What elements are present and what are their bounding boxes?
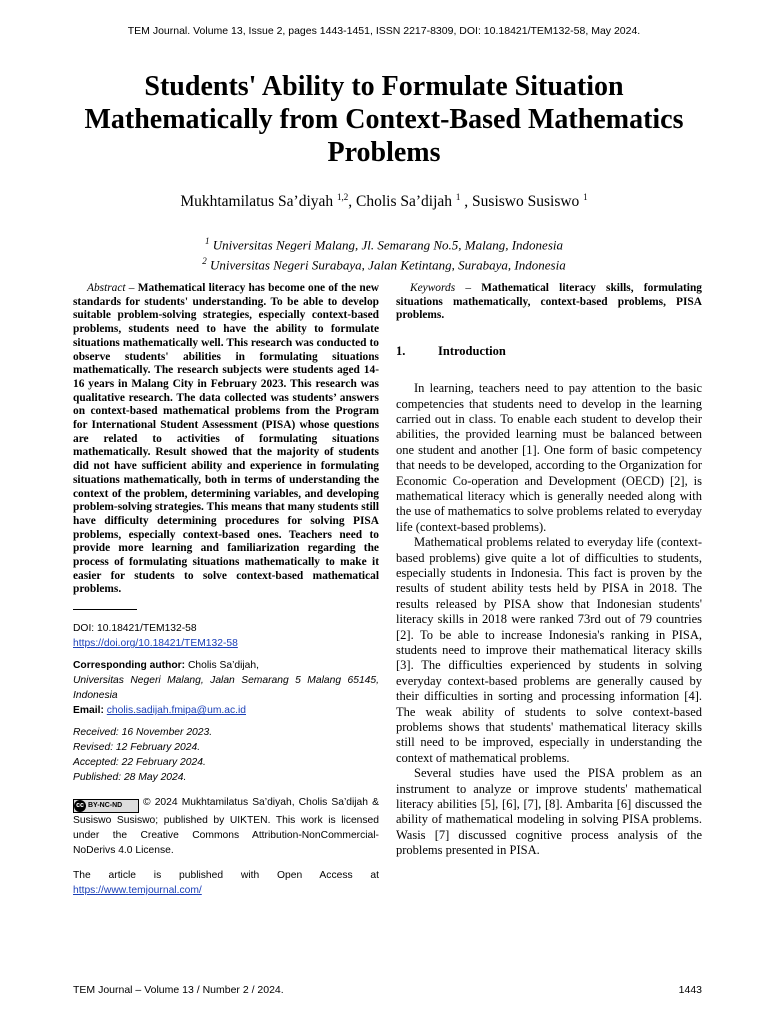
- cc-license-icon[interactable]: cc BY-NC-ND: [73, 799, 139, 813]
- body-paragraph: Several studies have used the PISA problem as an instrument to analyze or improve students' mathematical literacy abilities [5], [6], [7], [8]. Ambarita [6] discussed the ability of mathematical modeling in solving PISA problems. Wasis [7] discussed cognitive process analysis of the problems presented in PISA.: [396, 766, 702, 858]
- keywords: [396, 282, 702, 323]
- cc-badge-text: BY-NC-ND: [88, 802, 123, 810]
- date-revised: Revised: 12 February 2024.: [73, 742, 201, 754]
- affiliation-sup: 2: [202, 256, 207, 267]
- section-number: 1.: [396, 344, 406, 359]
- corresponding-name: Cholis Sa’dijah,: [188, 660, 259, 672]
- license-block: [73, 795, 379, 858]
- doi-label: DOI: 10.18421/TEM132-58: [73, 623, 197, 635]
- open-access-block: [73, 868, 379, 898]
- right-column: [396, 282, 702, 859]
- date-published: Published: 28 May 2024.: [73, 772, 187, 784]
- abstract-lead: Abstract –: [87, 282, 135, 294]
- license-text: © 2024 Mukhtamilatus Sa’diyah, Cholis Sa’dijah & Susiswo Susiswo; published by UIKTEN. This work is licensed under the Creative Commons Attribution-NonCommercial-NoDerivs 4.0 License.: [73, 797, 379, 857]
- doi-block: [73, 621, 379, 651]
- author-affil-sup: 1: [583, 192, 588, 202]
- dates-block: [73, 725, 379, 785]
- page-number: 1443: [678, 984, 702, 996]
- affiliation-text: Universitas Negeri Surabaya, Jalan Ketintang, Surabaya, Indonesia: [210, 257, 566, 273]
- email-label: Email:: [73, 705, 104, 717]
- affiliation-line: [0, 233, 768, 253]
- corresponding-address: Universitas Negeri Malang, Jalan Semarang 5 Malang 65145, Indonesia: [73, 675, 379, 702]
- body-paragraph: Mathematical problems related to everyday life (context-based problems) give quite a lot of difficulties to students, especially students in Indonesia. This fact is proven by the results of student ability tests held by PISA in 2018. The results released by PISA show that Indonesian students' literacy skills in 2018 were ranked 73rd out of 79 countries [2]. To be able to increase Indonesia's ranking in PISA, students need to improve their mathematical literacy skills [3]. The difficulties experienced by students in solving everyday context-based problems are generally caused by their difficulties in sorting and processing information [4]. The weak ability of students to solve context-based problems shows that students' mathematical literacy skills still need to be improved, especially in understanding the context of mathematical problems.: [396, 535, 702, 765]
- affiliation-line: [0, 253, 768, 273]
- corresponding-label: Corresponding author:: [73, 660, 186, 672]
- corresponding-author-block: [73, 658, 379, 718]
- open-access-text: The article is published with Open Access at: [73, 870, 379, 882]
- email-link[interactable]: cholis.sadijah.fmipa@um.ac.id: [106, 705, 247, 717]
- affiliation-text: Universitas Negeri Malang, Jl. Semarang No.5, Malang, Indonesia: [212, 237, 563, 253]
- left-column: [73, 282, 379, 898]
- abstract: [73, 282, 379, 597]
- running-header: TEM Journal. Volume 13, Issue 2, pages 1443-1451, ISSN 2217-8309, DOI: 10.18421/TEM132-58, May 2024.: [127, 25, 641, 37]
- section-heading: [396, 344, 702, 359]
- author-list: Mukhtamilatus Sa’diyah $^{1,2}$, Cholis Sa’dijah $^1$ , Susiswo Susiswo $^1$: [180, 192, 588, 211]
- keywords-lead: Keywords –: [410, 282, 472, 294]
- footer-journal: TEM Journal – Volume 13 / Number 2 / 2024.: [73, 984, 284, 996]
- affiliation-sup: 1: [205, 236, 210, 246]
- author-affil-sup: 1,2: [337, 192, 349, 202]
- footnote-divider: [73, 609, 137, 610]
- author-name: Susiswo Susiswo: [472, 193, 580, 211]
- doi-link[interactable]: https://doi.org/10.18421/TEM132-58: [73, 638, 238, 650]
- journal-link[interactable]: https://www.temjournal.com/: [73, 885, 202, 897]
- section-title: Introduction: [438, 344, 506, 359]
- author-name: Cholis Sa’dijah: [356, 193, 453, 211]
- affiliations: [0, 233, 768, 274]
- paper-title: Students' Ability to Formulate Situation Mathematically from Context-Based Mathematics Problems: [84, 71, 684, 168]
- body-paragraph: In learning, teachers need to pay attention to the basic competencies that students need to develop in the learning carried out in class. To enable each student to develop their abilities, the provided learning must be balanced between one student and another [1]. One form of basic competency that needs to be developed, according to the Organization for Economic Co-operation and Development (OECD) [2], is mathematical literacy which is generally needed along with the use of mathematics to solve problems related to everyday life (context-based problems).: [396, 381, 702, 534]
- author-affil-sup: 1: [455, 192, 461, 202]
- date-accepted: Accepted: 22 February 2024.: [73, 757, 206, 769]
- author-name: Mukhtamilatus Sa’diyah: [180, 193, 334, 211]
- date-received: Received: 16 November 2023.: [73, 727, 213, 739]
- abstract-text: Mathematical literacy has become one of the new standards for students' understanding. To be able to develop suitable problem-solving strategies, especially context-based problems, students need to have the ability to formulate situations mathematically well. This research was conducted to observe students' abilities in formulating situations mathematically. The research subjects were students aged 14-16 years in Malang City in February 2023. This research was qualitative research. The data collected was students’ answers on context-based mathematical problems from the Program for International Student Assessment (PISA) whose questions are related to activities of formulating situations mathematically. Result showed that the majority of students did not have sufficient ability and experience in formulating situations mathematically, both in terms of understanding the context of the problem, determining variables, and developing problem-solving strategies. This means that many students still have difficulty determining procedures for solving PISA problems, especially context-based ones. Teachers need to provide more learning and familiarization regarding the process of formulating situations mathematically to make it easier for students to solve context-based mathematical problems.: [73, 282, 379, 596]
- keywords-text: Mathematical literacy skills, formulating situations mathematically, context-based problems, PISA problems.: [396, 282, 703, 322]
